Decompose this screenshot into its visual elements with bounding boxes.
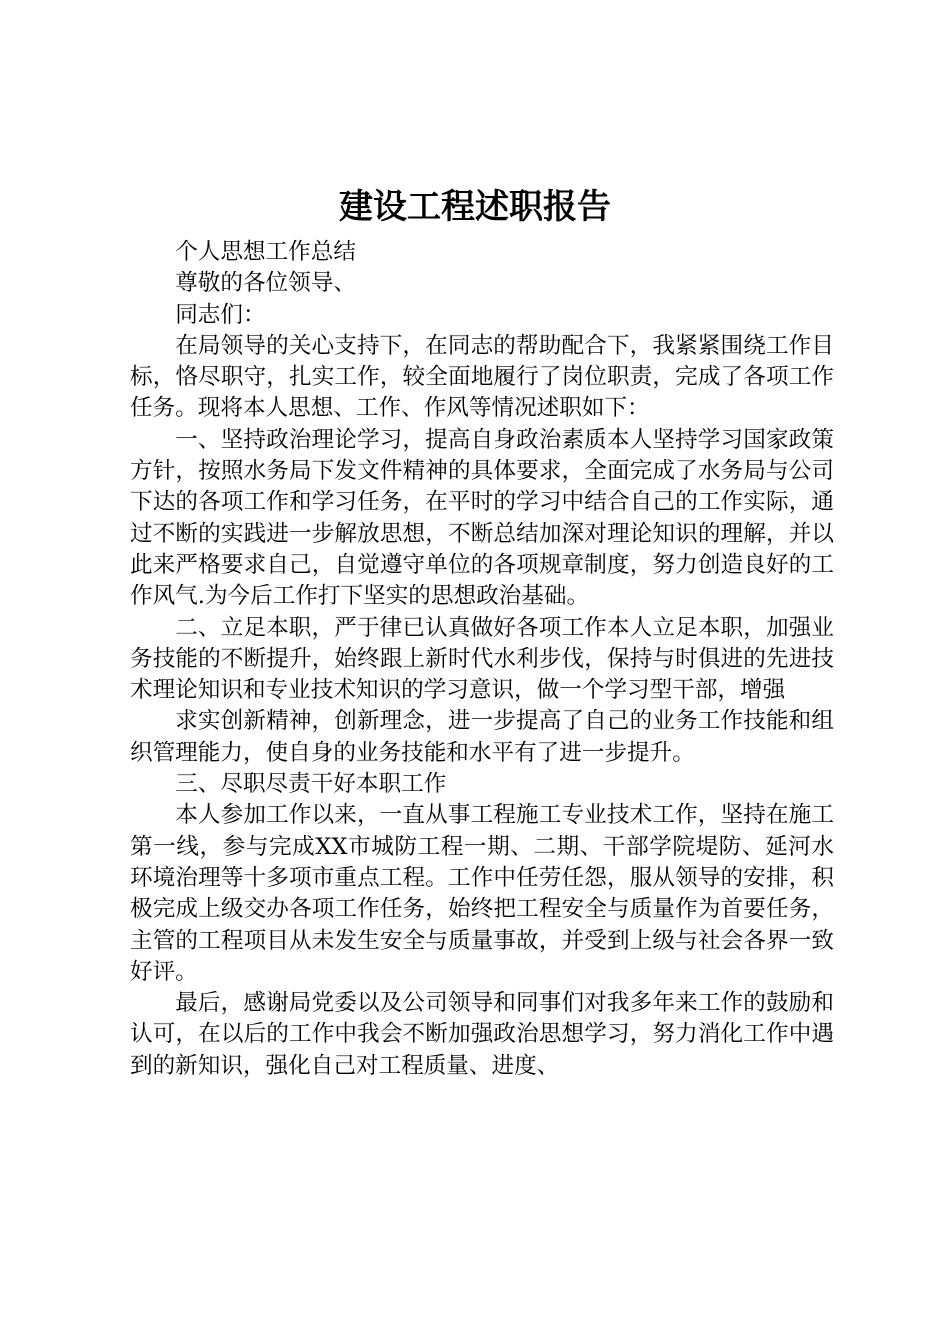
paragraph-section-three-heading: 三、尽职尽责干好本职工作 xyxy=(175,771,447,798)
paragraph-section-two: 二、立足本职，严于律已认真做好各项工作本人立足本职，加强业务技能的不断提升，始终跟上新时代水利步伐，保持与时俱进的先进技术理论知识和专业技术知识的学习意识，做一个学习型干部，增强 xyxy=(130,614,834,704)
paragraph-closing: 最后，感谢局党委以及公司领导和同事们对我多年来工作的鼓励和认可，在以后的工作中我会不断加强政治思想学习，努力消化工作中遇到的新知识，强化自己对工程质量、进度、 xyxy=(130,990,834,1079)
document-title: 建设工程述职报告 xyxy=(339,187,611,227)
paragraph-section-three: 本人参加工作以来，一直从事工程施工专业技术工作，坚持在施工第一线，参与完成XX市城防工程一期、二期、干部学院堤防、延河水环境治理等十多项市重点工程。工作中任劳任怨，服从领导的安排，积极完成上级交办各项工作任务，始终把工程安全与质量作为首要任务，主管的工程项目从未发生安全与质量事故，并受到上级与社会各界一致好评。 xyxy=(130,802,834,985)
paragraph-intro: 在局领导的关心支持下，在同志的帮助配合下，我紧紧围绕工作目标，恪尽职守，扎实工作，较全面地履行了岗位职责，完成了各项工作任务。现将本人思想、工作、作风等情况述职如下： xyxy=(130,332,834,422)
paragraph-heading-summary: 个人思想工作总结 xyxy=(175,239,356,265)
paragraph-salutation-comrades: 同志们： xyxy=(175,301,266,328)
paragraph-section-two-continued: 求实创新精神，创新理念，进一步提高了自己的业务工作技能和组织管理能力，使自身的业务技能和水平有了进一步提升。 xyxy=(130,708,834,766)
document-body xyxy=(130,237,834,1082)
paragraph-section-one: 一、坚持政治理论学习，提高自身政治素质本人坚持学习国家政策方针，按照水务局下发文件精神的具体要求，全面完成了水务局与公司下达的各项工作和学习任务，在平时的学习中结合自己的工作实际，通过不断的实践进一步解放思想，不断总结加深对理论知识的理解，并以此来严格要求自己，自觉遵守单位的各项规章制度，努力创造良好的工作风气.为今后工作打下坚实的思想政治基础。 xyxy=(130,426,834,610)
paragraph-salutation: 尊敬的各位领导、 xyxy=(175,270,356,297)
